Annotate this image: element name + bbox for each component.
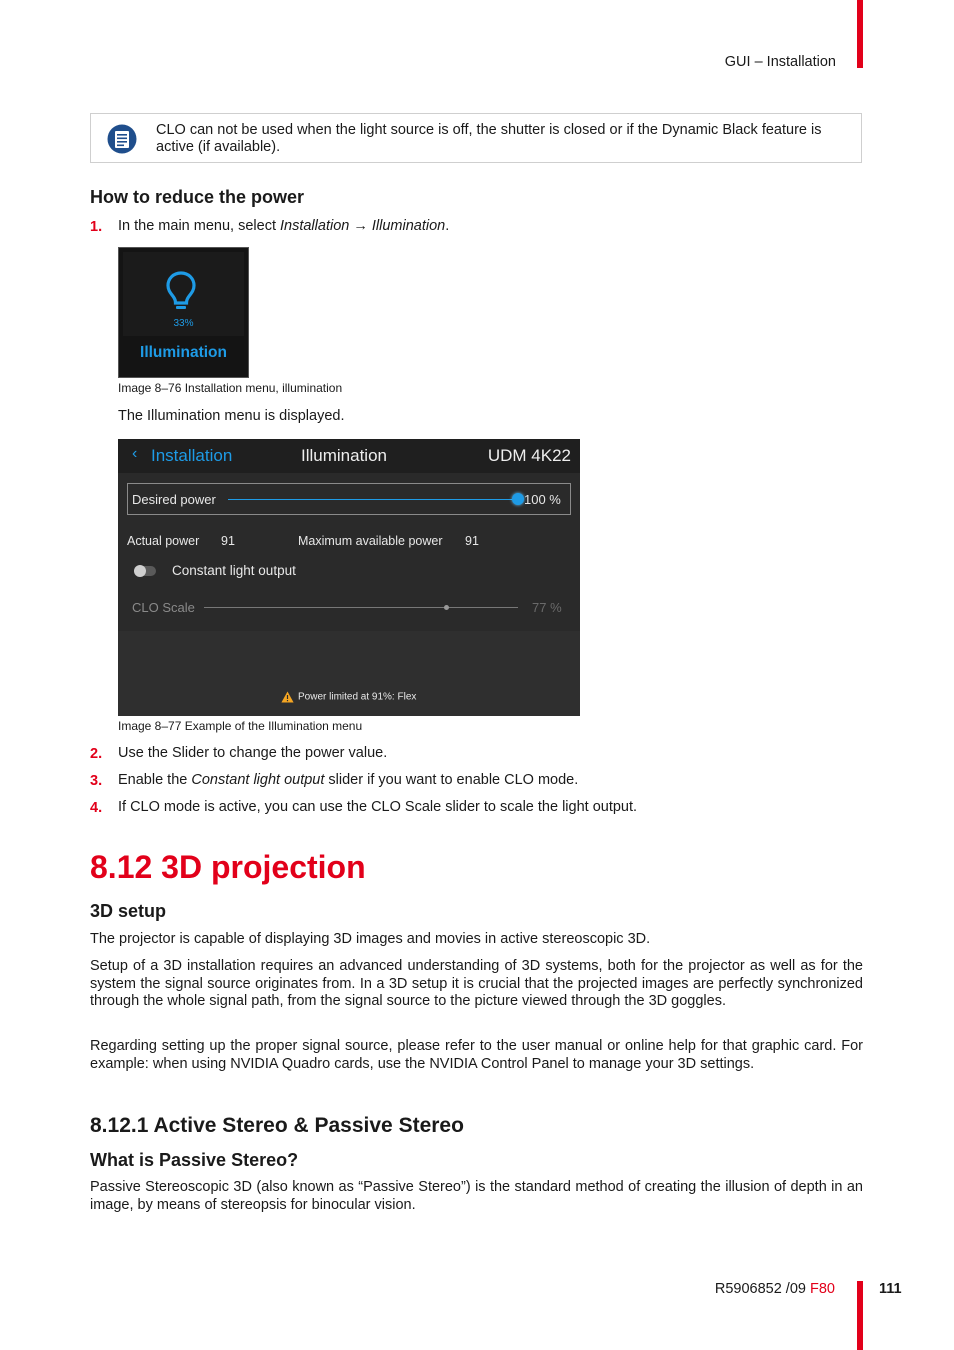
step-text-4: If CLO mode is active, you can use the CLO Scale slider to scale the light output. bbox=[118, 799, 638, 815]
clo-toggle[interactable] bbox=[134, 566, 156, 576]
max-power-label: Maximum available power bbox=[298, 534, 443, 548]
figure-caption-2: Image 8–77 Example of the Illumination menu bbox=[118, 719, 363, 733]
back-to-installation[interactable]: Installation bbox=[151, 446, 233, 465]
menu-status-area bbox=[118, 631, 580, 716]
clo-scale-value: 77 % bbox=[532, 600, 562, 615]
note-icon bbox=[107, 124, 137, 154]
warning-icon bbox=[281, 691, 294, 703]
clo-toggle-label: Constant light output bbox=[172, 563, 296, 578]
subheading-3d-setup: 3D setup bbox=[90, 901, 167, 921]
step-number-3: 3. bbox=[90, 773, 103, 789]
figure-caption-1: Image 8–76 Installation menu, illumination bbox=[118, 381, 343, 395]
max-power-value: 91 bbox=[465, 534, 479, 548]
menu-displayed-text: The Illumination menu is displayed. bbox=[118, 408, 345, 424]
menu-header bbox=[118, 439, 580, 473]
device-name: UDM 4K22 bbox=[487, 446, 571, 465]
power-warning-text: Power limited at 91%: Flex bbox=[298, 691, 417, 703]
illumination-menu-tile[interactable] bbox=[118, 247, 249, 378]
desired-power-value: 100 % bbox=[524, 492, 561, 507]
desired-power-slider[interactable] bbox=[228, 499, 518, 500]
clo-scale-label: CLO Scale bbox=[132, 600, 195, 615]
step-text-2: Use the Slider to change the power value. bbox=[118, 745, 388, 761]
footer-accent-bar bbox=[857, 1281, 863, 1350]
step-3-suffix: slider if you want to enable CLO mode. bbox=[324, 772, 579, 788]
note-text: CLO can not be used when the light source is off, the shutter is closed or if the Dynamic Black feature is active (if available). bbox=[156, 122, 822, 155]
step-1-suffix: . bbox=[445, 218, 450, 234]
desired-power-fill bbox=[228, 499, 518, 500]
illumination-menu-screenshot bbox=[118, 439, 580, 716]
section-heading-reduce-power: How to reduce the power bbox=[90, 187, 305, 207]
step-text-1 bbox=[118, 218, 449, 236]
subheading-passive-stereo: What is Passive Stereo? bbox=[90, 1150, 299, 1170]
desired-power-slider-row[interactable] bbox=[127, 483, 571, 515]
menu-title: Illumination bbox=[301, 446, 387, 465]
paragraph-3d-setup: Setup of a 3D installation requires an advanced understanding of 3D systems, both for the projector as well as for the system the signal source originates from. In a 3D setup it is crucial that the projected images are perfectly synchronized through the whole signal path, from the signal source to the picture viewed through the 3D goggles. bbox=[90, 958, 863, 1009]
tile-percent: 33% bbox=[173, 318, 194, 329]
running-header: GUI – Installation bbox=[724, 54, 836, 70]
power-warning bbox=[281, 691, 416, 703]
paragraph-passive-stereo: Passive Stereoscopic 3D (also known as “Passive Stereo”) is the standard method of creating the illusion of depth in an image, by means of stereopsis for binocular vision. bbox=[90, 1179, 863, 1213]
page-number: 111 bbox=[879, 1281, 902, 1297]
step-3-emphasis: Constant light output bbox=[191, 772, 325, 788]
actual-power-value: 91 bbox=[221, 534, 235, 548]
step-3-prefix: Enable the bbox=[118, 772, 192, 788]
header-accent-bar bbox=[857, 0, 863, 68]
chapter-heading-3d-projection: 8.12 3D projection bbox=[90, 849, 366, 885]
clo-scale-knob[interactable] bbox=[444, 605, 449, 610]
footer-model: F80 bbox=[810, 1281, 835, 1297]
tile-label: Illumination bbox=[140, 344, 227, 361]
footer-doc-id: R5906852 /09 bbox=[714, 1281, 810, 1297]
step-number-1: 1. bbox=[90, 219, 103, 235]
step-number-2: 2. bbox=[90, 746, 103, 762]
actual-power-label: Actual power bbox=[127, 534, 200, 548]
step-1-menu-path: Installation → Illumination bbox=[280, 218, 446, 234]
desired-power-knob[interactable] bbox=[512, 493, 524, 505]
step-number-4: 4. bbox=[90, 800, 103, 816]
lightbulb-icon bbox=[165, 270, 197, 314]
step-1-prefix: In the main menu, select bbox=[118, 218, 280, 234]
step-text-3 bbox=[118, 772, 578, 790]
desired-power-label: Desired power bbox=[132, 492, 216, 507]
clo-scale-slider[interactable] bbox=[204, 607, 518, 608]
chevron-left-icon[interactable]: ‹ bbox=[132, 445, 138, 462]
note-box bbox=[90, 113, 862, 163]
footer-doc-number bbox=[715, 1281, 835, 1297]
paragraph-3d-signal-source: Regarding setting up the proper signal source, please refer to the user manual or online help for that graphic card. For example: when using NVIDIA Quadro cards, use the NVIDIA Control Panel to manage your 3D settings. bbox=[90, 1038, 863, 1072]
section-heading-active-passive: 8.12.1 Active Stereo & Passive Stereo bbox=[90, 1114, 464, 1137]
clo-toggle-knob bbox=[134, 565, 146, 577]
paragraph-3d-intro: The projector is capable of displaying 3D images and movies in active stereoscopic 3D. bbox=[90, 931, 651, 947]
